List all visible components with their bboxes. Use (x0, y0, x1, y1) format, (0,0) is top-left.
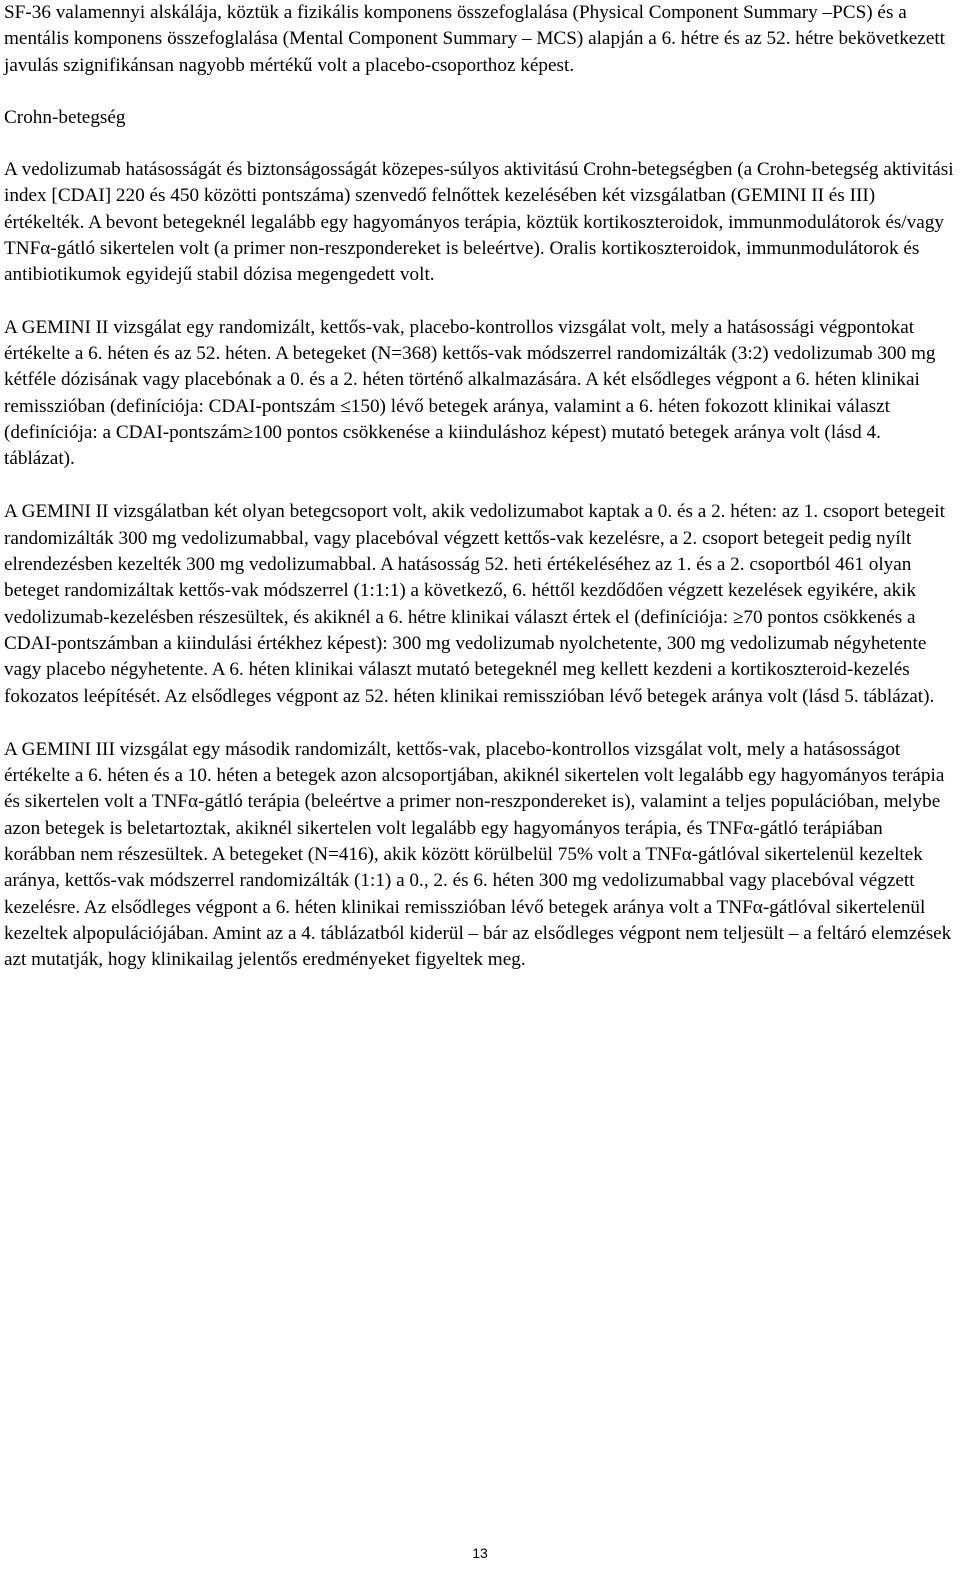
body-paragraph-3: A GEMINI II vizsgálatban két olyan betegcsoport volt, akik vedolizumabot kaptak a 0. és a 2. héten: az 1. csoport betegeit randomizálták 300 mg vedolizumabbal, vagy placebóval végzett kettős-vak kezelésre, a 2. csoport betegeit pedig nyílt elrendezésben kezelték 300 mg vedolizumabbal. A hatásosság 52. heti értékeléséhez az 1. és a 2. csoportból 461 olyan beteget randomizáltak kettős-vak módszerrel (1:1:1) a következő, 6. héttől kezdődően végzett kezelések egyikére, akik vedolizumab-kezelésben részesültek, és akiknél a 6. hétre klinikai választ értek el (definíciója: ≥70 pontos csökkenés a CDAI-pontszámban a kiindulási értékhez képest): 300 mg vedolizumab nyolchetente, 300 mg vedolizumab négyhetente vagy placebo négyhetente. A 6. héten klinikai választ mutató betegeknél meg kellett kezdeni a kortikoszteroid-kezelés fokozatos leépítését. Az elsődleges végpont az 52. héten klinikai remisszióban lévő betegek aránya volt (lásd 5. táblázat). (4, 501, 945, 707)
body-paragraph-4: A GEMINI III vizsgálat egy második randomizált, kettős-vak, placebo-kontrollos vizsgálat volt, mely a hatásosságot értékelte a 6. héten és a 10. héten a betegek azon alcsoportjában, akiknél sikertelen volt legalább egy hagyományos terápia és sikertelen volt a TNFα-gátló terápia (beleértve a primer non-reszpondereket is), valamint a teljes populációban, melybe azon betegek is beletartoztak, akiknél sikertelen volt legalább egy hagyományos terápia, és TNFα-gátló terápiában korábban nem részesültek. A betegeket (N=416), akik között körülbelül 75% volt a TNFα-gátlóval sikertelenül kezeltek aránya, kettős-vak módszerrel randomizálták (1:1) a 0., 2. és 6. héten 300 mg vedolizumabbal vagy placebóval végzett kezelésre. Az elsődleges végpont a 6. héten klinikai remisszióban lévő betegek aránya volt a TNFα-gátlóval sikertelenül kezeltek alpopulációjában. Amint az a 4. táblázatból kiderül – bár az elsődleges végpont nem teljesült – a feltáró elemzések azt mutatják, hogy klinikailag jelentős eredményeket figyeltek meg. (4, 738, 952, 971)
section-heading: Crohn-betegség (4, 106, 126, 128)
page-number: 13 (472, 1545, 488, 1561)
body-paragraph-2: A GEMINI II vizsgálat egy randomizált, kettős-vak, placebo-kontrollos vizsgálat volt, mely a hatásossági végpontokat értékelte a 6. héten és az 52. héten. A betegeket (N=368) kettős-vak módszerrel randomizálták (3:2) vedolizumab 300 mg kétféle dózisának vagy placebónak a 0. és a 2. héten történő alkalmazására. A két elsődleges végpont a 6. héten klinikai remisszióban (definíciója: CDAI-pontszám ≤150) lévő betegek aránya, valamint a 6. héten fokozott klinikai választ (definíciója: a CDAI-pontszám≥100 pontos csökkenése a kiinduláshoz képest) mutató betegek aránya volt (lásd 4. táblázat). (4, 316, 936, 470)
intro-paragraph: SF-36 valamennyi alskálája, köztük a fizikális komponens összefoglalása (Physical Component Summary –PCS) és a mentális komponens összefoglalása (Mental Component Summary – MCS) alapján a 6. hétre és az 52. hétre bekövetkezett javulás szignifikánsan nagyobb mértékű volt a placebo-csoporthoz képest. (4, 2, 945, 76)
body-paragraph-1: A vedolizumab hatásosságát és biztonságosságát közepes-súlyos aktivitású Crohn-betegségben (a Crohn-betegség aktivitási index [CDAI] 220 és 450 közötti pontszáma) szenvedő felnőttek kezelésében két vizsgálatban (GEMINI II és III) értékelték. A bevont betegeknél legalább egy hagyományos terápia, köztük kortikoszteroidok, immunmodulátorok és/vagy TNFα-gátló sikertelen volt (a primer non-reszpondereket is beleértve). Oralis kortikoszteroidok, immunmodulátorok és antibiotikumok egyidejű stabil dózisa megengedett volt. (4, 159, 954, 286)
document-page (4, 0, 956, 974)
